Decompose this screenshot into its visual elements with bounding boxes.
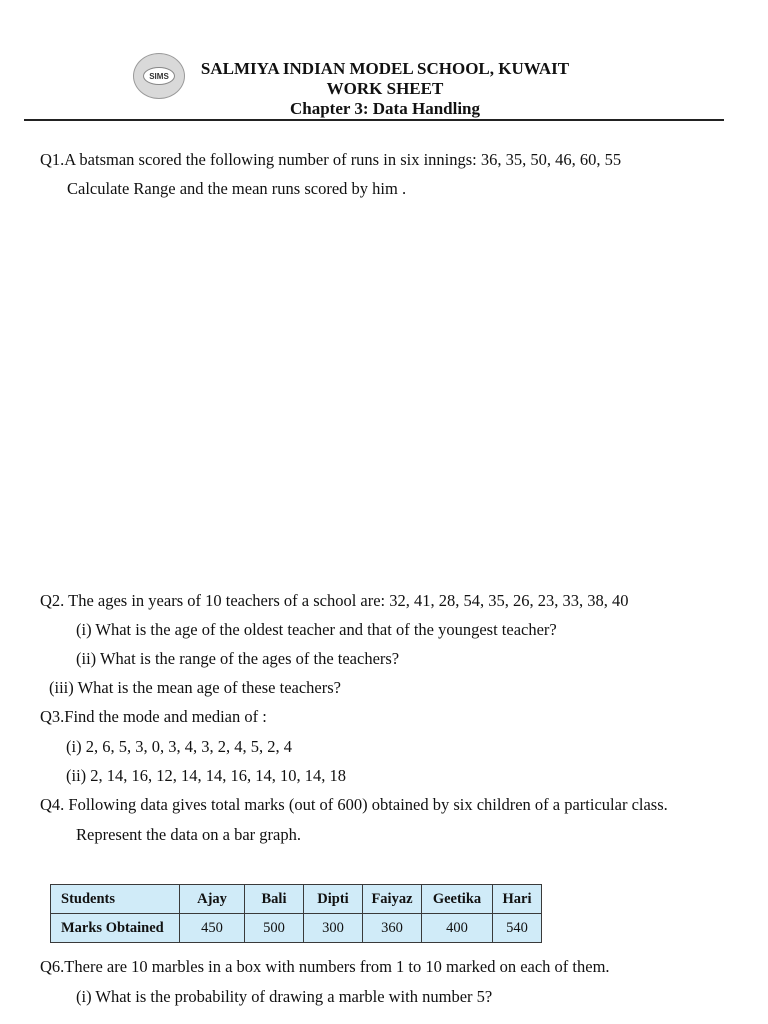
q3-part-i: (i) 2, 6, 5, 3, 0, 3, 4, 3, 2, 4, 5, 2, 4 (66, 737, 292, 756)
school-name: SALMIYA INDIAN MODEL SCHOOL, KUWAIT (200, 59, 570, 78)
marks-header: Marks Obtained (51, 914, 180, 943)
q6-text: Q6.There are 10 marbles in a box with numbers from 1 to 10 marked on each of them. (40, 957, 610, 976)
q6-part-i: (i) What is the probability of drawing a marble with number 5? (76, 987, 493, 1006)
marks-table (50, 884, 542, 943)
q4-subtext: Represent the data on a bar graph. (76, 825, 301, 844)
student-name: Ajay (180, 885, 245, 914)
student-marks: 540 (493, 914, 542, 943)
student-name: Geetika (422, 885, 493, 914)
q2-part-iii: (iii) What is the mean age of these teachers? (49, 678, 341, 697)
student-marks: 500 (245, 914, 304, 943)
chapter-title: Chapter 3: Data Handling (289, 99, 480, 118)
student-marks: 360 (363, 914, 422, 943)
student-marks: 400 (422, 914, 493, 943)
q3-text: Q3.Find the mode and median of : (40, 707, 267, 726)
school-logo (133, 53, 185, 99)
q1-subtext: Calculate Range and the mean runs scored by him . (67, 179, 407, 198)
q3-part-ii: (ii) 2, 14, 16, 12, 14, 14, 16, 14, 10, 14, 18 (66, 766, 347, 785)
worksheet-title: WORK SHEET (326, 79, 444, 98)
q1-text: Q1.A batsman scored the following number of runs in six innings: 36, 35, 50, 46, 60, 55 (40, 150, 622, 169)
school-logo-text: SIMS (143, 67, 175, 85)
student-marks: 450 (180, 914, 245, 943)
table-row (51, 914, 542, 943)
student-name: Dipti (304, 885, 363, 914)
students-header: Students (51, 885, 180, 914)
student-name: Hari (493, 885, 542, 914)
q2-part-i: (i) What is the age of the oldest teacher and that of the youngest teacher? (76, 620, 557, 639)
q4-text: Q4. Following data gives total marks (out of 600) obtained by six children of a particular class. (40, 795, 668, 814)
student-marks: 300 (304, 914, 363, 943)
student-name: Bali (245, 885, 304, 914)
q2-part-ii: (ii) What is the range of the ages of the teachers? (76, 649, 400, 668)
header-divider (24, 119, 724, 121)
q2-text: Q2. The ages in years of 10 teachers of a school are: 32, 41, 28, 54, 35, 26, 23, 33, 38, 40 (40, 591, 629, 610)
student-name: Faiyaz (363, 885, 422, 914)
table-row (51, 885, 542, 914)
